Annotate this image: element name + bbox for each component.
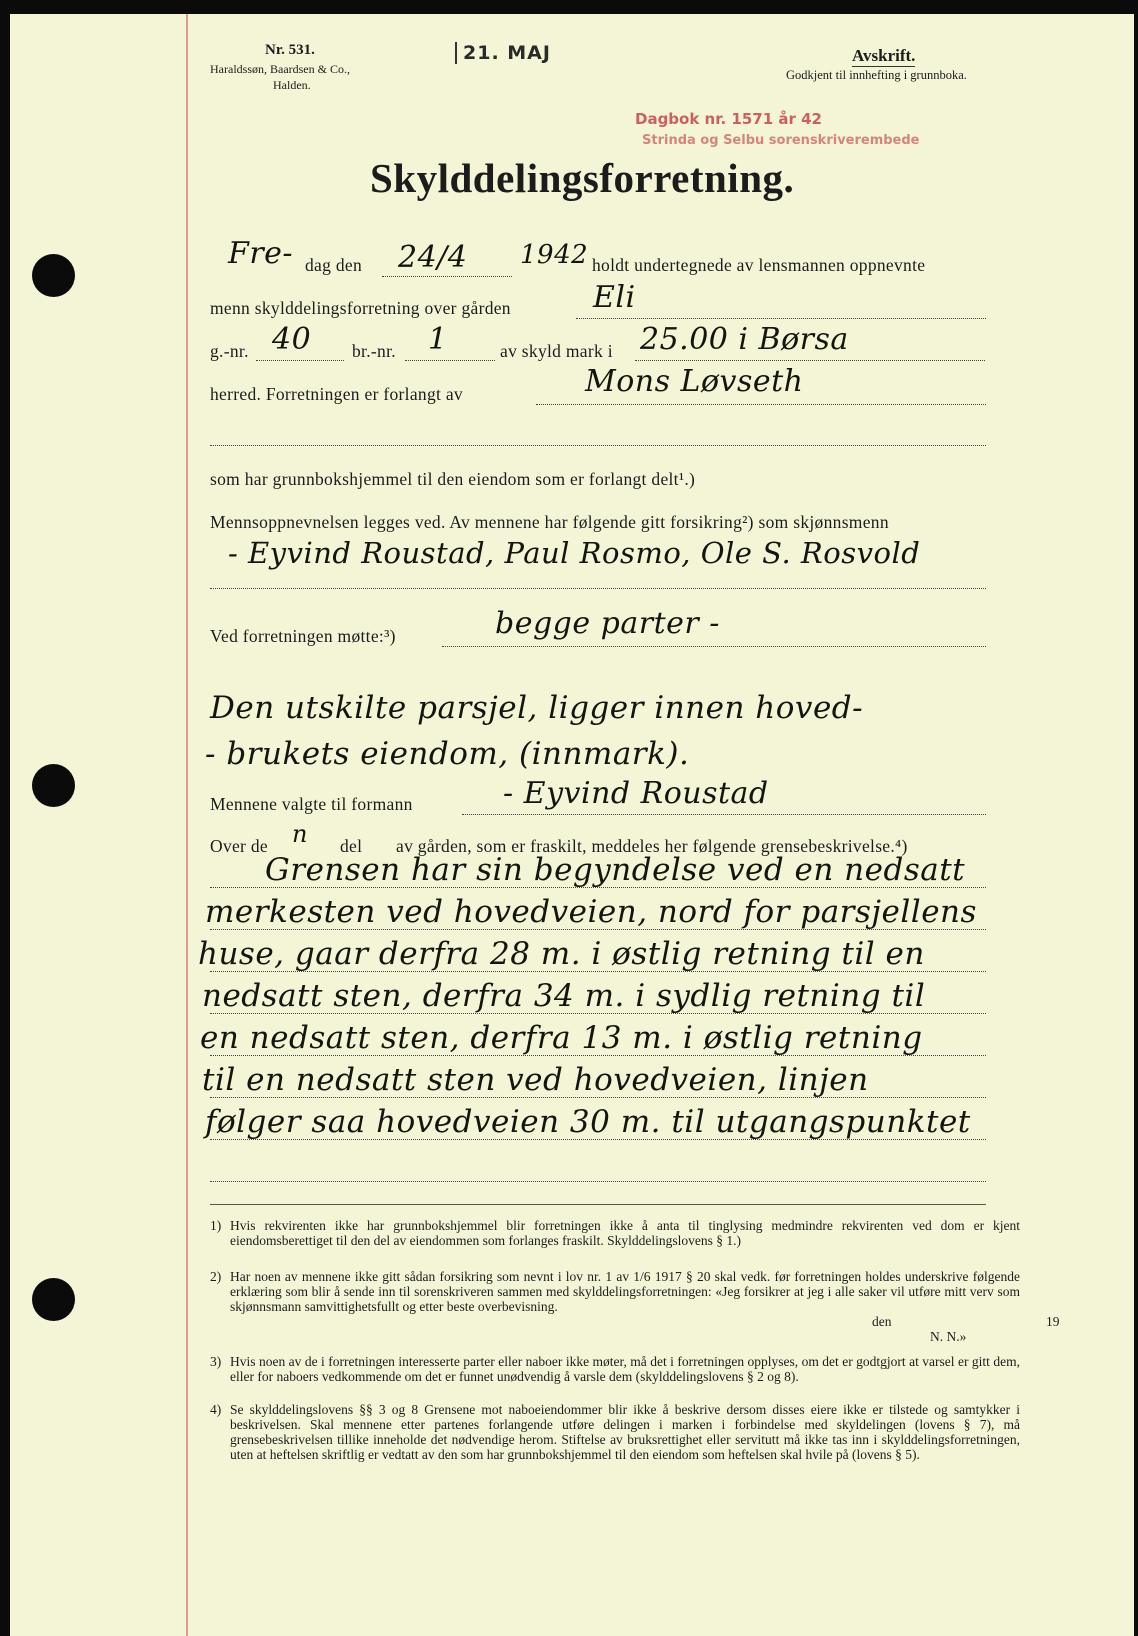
footnote-den: den [872,1314,892,1329]
footnote [210,1354,1020,1384]
boundary-line: huse, gaar derfra 28 m. i østlig retning til en [198,936,925,972]
footnote-number: 4) [210,1402,222,1417]
footnote-number: 2) [210,1269,222,1284]
skyld-value: 25.00 i Børsa [640,322,849,357]
footnote-text: Se skylddelingslovens §§ 3 og 8 Grensene mot naboeiendommer blir ikke å beskrive dersom disses eiere ikke er tilstede og samtykker i beskrivelsen. Skal mennene etter partenes forlangende utføre delingen i marken i forbindelse med skyldelingen (lovens § 7), må grensebeskrivelsen tillike inneholde det nødvendige herom. Stiftelse av bruksrettighet eller servitutt må ikke tas inn i skylddelingsforretningen, uten at heftelsen skriftlig er vedtatt av den som har grunnbokshjemmel til den eiendom som heftelsen skal hvile på (lovens § 5). [230,1402,1020,1462]
over-handwritten: n [292,820,308,848]
punch-hole [32,1278,75,1321]
footnote-text: Har noen av mennene ikke gitt sådan forsikring som nevnt i lov nr. 1 av 1/6 1917 § 20 skal vedk. før forretningen holdes underskrive følgende erklæring som blir å sende inn til sorenskriveren sammen med skylddelingsforretningen: «Jeg forsikrer at jeg i alle saker vil utføre mitt verv som skjønnsmann samvittighetsfullt og etter beste overbevisning. [230,1269,1020,1314]
publisher-city: Halden. [273,78,311,92]
gnr-value: 40 [272,322,312,357]
footnote-text: Hvis rekvirenten ikke har grunnbokshjemmel blir forretningen ikke å anta til tinglysing medmindre rekvirenten ved dom er kjent eiendomsberettiget til den del av eiendommen som forlanges fraskilt. Skylddelingslovens § 1.) [230,1218,1020,1248]
day-name: Fre- [228,236,294,271]
boundary-line: følger saa hovedveien 30 m. til utgangspunktet [205,1104,971,1140]
brnr-value: 1 [428,322,448,357]
label-gnr: g.-nr. [210,341,249,361]
document-title: Skylddelingsforretning. [370,155,795,201]
text-mennsopp: Mennsoppnevnelsen legges ved. Av mennene har følgende gitt forsikring²) som skjønnsmenn [210,512,889,532]
over-part2: del [340,836,363,856]
boundary-line: merkesten ved hovedveien, nord for parsjellens [205,894,977,930]
text-hjemmel: som har grunnbokshjemmel til den eiendom som er forlangt delt¹.) [210,469,696,489]
punch-hole [32,764,75,807]
label-mote: Ved forretningen møtte:³) [210,626,396,646]
boundary-line: nedsatt sten, derfra 34 m. i sydlig retning til [202,978,926,1014]
boundary-line: en nedsatt sten, derfra 13 m. i østlig retning [200,1020,923,1056]
label-dag-den: dag den [305,255,363,275]
label-skyld: av skyld mark i [500,341,613,361]
year-value: 1942 [520,240,589,270]
boundary-line: Grensen har sin begyndelse ved en nedsatt [265,852,966,888]
men-names: - Eyvind Roustad, Paul Rosmo, Ole S. Rosvold [228,536,921,570]
date-value: 24/4 [398,240,468,275]
label-formann: Mennene valgte til formann [210,794,413,814]
footnote-number: 3) [210,1354,222,1369]
approved-text: Godkjent til innhefting i grunnboka. [786,68,967,82]
text-menn: menn skylddelingsforretning over gården [210,298,511,318]
over-part3: av gården, som er fraskilt, meddeles her følgende grensebeskrivelse.⁴) [396,836,908,856]
footnote [210,1218,1020,1248]
requested-by: Mons Løvseth [585,364,804,399]
chairman-value: - Eyvind Roustad [503,776,769,811]
document-page [10,14,1134,1636]
footnote-number: 1) [210,1218,222,1233]
over-part1: Over de [210,836,268,856]
footnote [210,1402,1020,1462]
register-stamp-office: Strinda og Selbu sorenskriverembede [642,133,920,148]
boundary-line: til en nedsatt sten ved hovedveien, linjen [202,1062,869,1098]
margin-rule [186,14,188,1636]
publisher-line: Haraldssøn, Baardsen & Co., [210,62,350,76]
copy-label: Avskrift. [852,46,916,65]
register-stamp: Dagbok nr. 1571 år 42 [635,110,822,128]
label-herred: herred. Forretningen er forlangt av [210,384,463,404]
remark-line: Den utskilte parsjel, ligger innen hoved- [210,690,864,726]
form-number: Nr. 531. [265,42,315,58]
footnote [210,1269,1060,1344]
date-stamp: 21. MAJ [455,42,551,64]
attended-value: begge parter - [495,606,720,641]
farm-name: Eli [593,280,636,315]
remark-line: - brukets eiendom, (innmark). [205,736,690,772]
label-brnr: br.-nr. [352,341,396,361]
footnote-text: Hvis noen av de i forretningen interesserte parter eller naboer ikke møter, må det i forretningen opplyses, om det er godtgjort at varsel er gitt dem, eller for naboers vedkommende om det er funnet unødvendig å varsle dem (skylddelingslovens § 2 og 8). [230,1354,1020,1384]
text-holdt: holdt undertegnede av lensmannen oppnevnte [592,255,926,275]
footnote-nn: N. N.» [930,1329,967,1344]
punch-hole [32,254,75,297]
footnote-rule [210,1204,986,1205]
footnote-year: 19 [1046,1314,1060,1329]
